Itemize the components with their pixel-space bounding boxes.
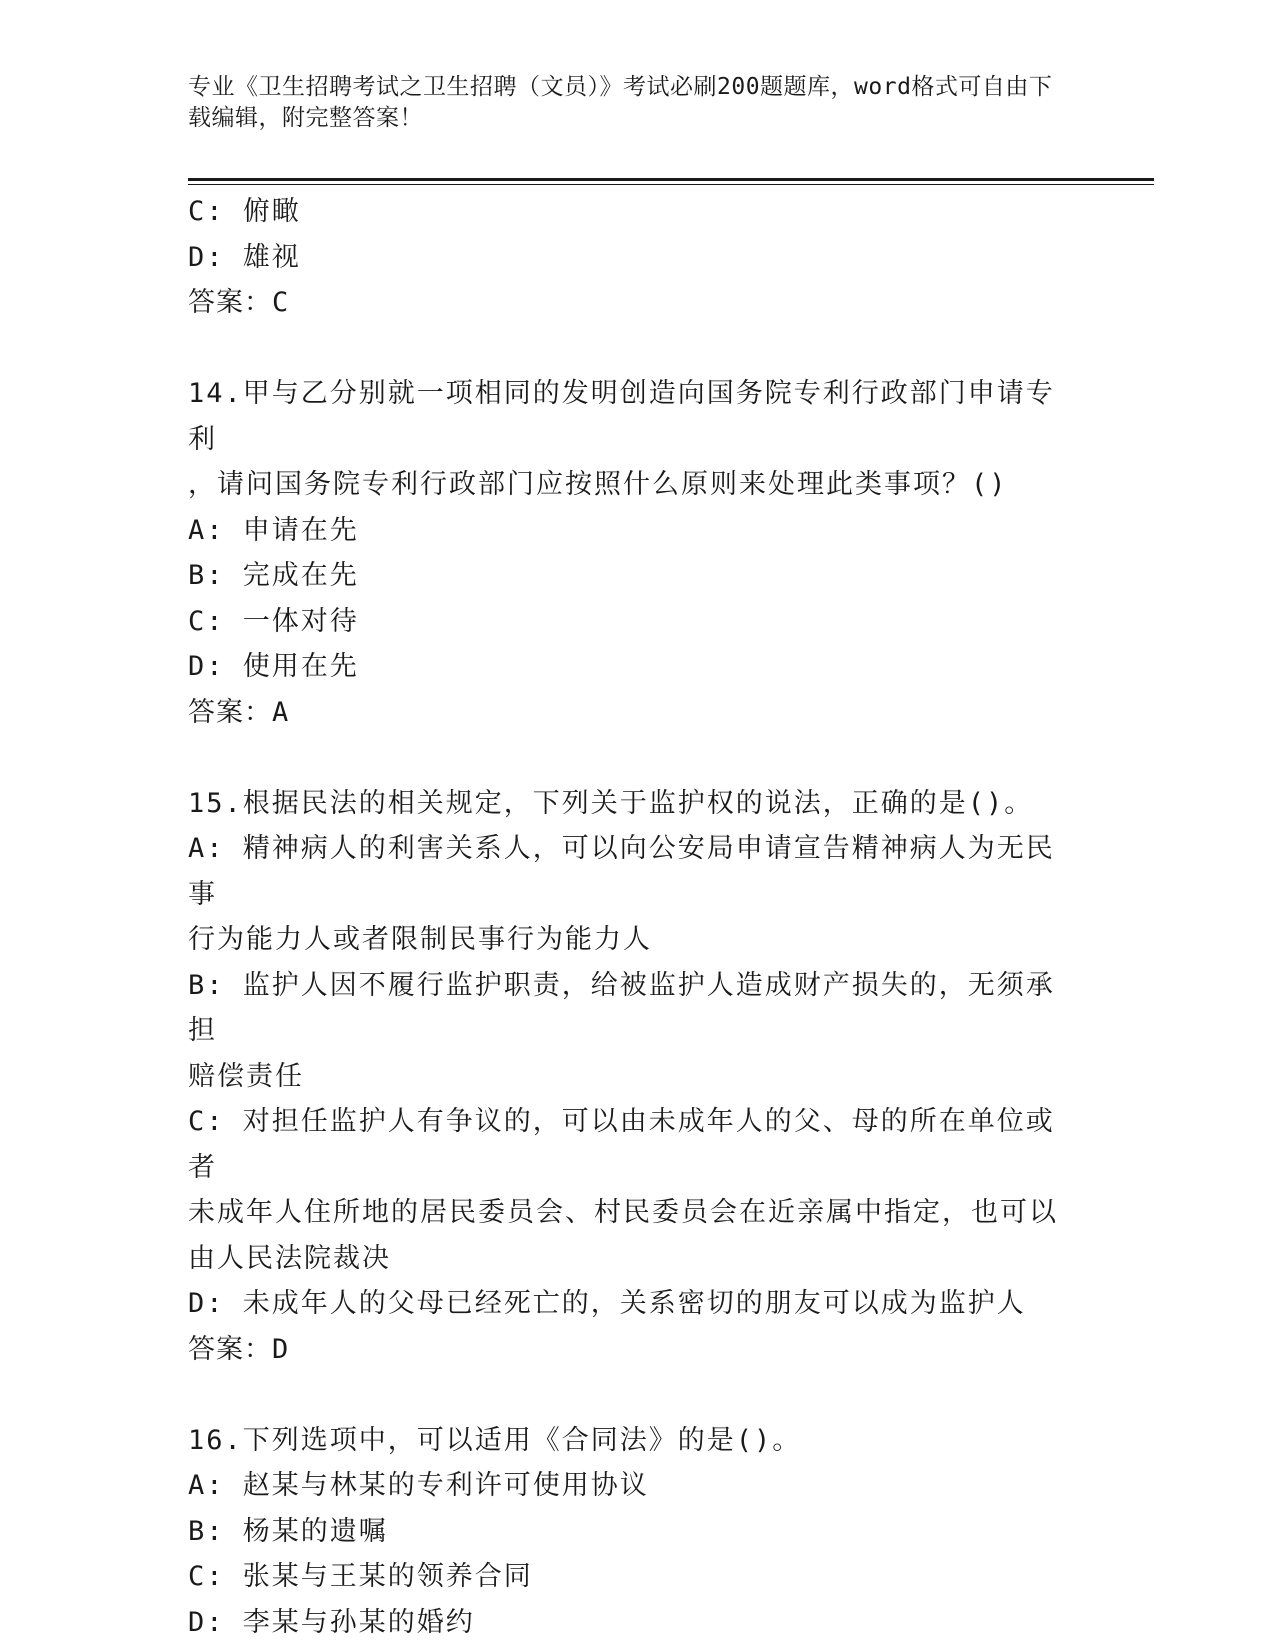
option-c: C: 俯瞰 xyxy=(188,196,301,227)
option-c: C: 张某与王某的领养合同 xyxy=(188,1561,533,1592)
question-16 xyxy=(188,1418,1068,1646)
header-rule-thin xyxy=(188,184,1154,185)
option-a-continued: 行为能力人或者限制民事行为能力人 xyxy=(188,924,652,955)
question-14 xyxy=(188,371,1068,735)
spacer xyxy=(188,735,1068,781)
question-stem: 15.根据民法的相关规定，下列关于监护权的说法，正确的是()。 xyxy=(188,787,1034,819)
answer-label: 答案：D xyxy=(188,1333,290,1365)
option-c: C: 一体对待 xyxy=(188,605,359,637)
question-stem: 16.下列选项中，可以适用《合同法》的是()。 xyxy=(188,1424,802,1456)
option-a: A: 申请在先 xyxy=(188,514,359,546)
answer-label: 答案：C xyxy=(188,287,290,318)
question-13-tail xyxy=(188,189,1068,326)
option-b: B: 完成在先 xyxy=(188,560,359,591)
option-d: D: 雄视 xyxy=(188,241,301,273)
option-d: D: 李某与孙某的婚约 xyxy=(188,1606,475,1638)
answer-label: 答案：A xyxy=(188,696,290,728)
header-divider xyxy=(188,178,1154,185)
spacer xyxy=(188,1372,1068,1418)
spacer xyxy=(188,326,1068,372)
option-b-continued: 赔偿责任 xyxy=(188,1060,304,1092)
option-d: D: 未成年人的父母已经死亡的，关系密切的朋友可以成为监护人 xyxy=(188,1288,1026,1319)
option-a: A: 赵某与林某的专利许可使用协议 xyxy=(188,1470,649,1501)
option-c-continued: 由人民法院裁决 xyxy=(188,1242,391,1274)
option-b: B: 杨某的遗嘱 xyxy=(188,1515,388,1547)
option-a: A: 精神病人的利害关系人，可以向公安局申请宣告精神病人为无民事 xyxy=(188,833,1055,910)
option-b: B: 监护人因不履行监护职责，给被监护人造成财产损失的，无须承担 xyxy=(188,969,1055,1046)
question-stem: ，请问国务院专利行政部门应按照什么原则来处理此类事项？() xyxy=(188,469,1008,500)
header-rule-thick xyxy=(188,178,1154,181)
document-body xyxy=(188,189,1068,1645)
header-title: 专业《卫生招聘考试之卫生招聘（文员）》考试必刷200题题库，word格式可自由下载编辑，附完整答案！ xyxy=(188,74,1053,131)
option-d: D: 使用在先 xyxy=(188,651,359,682)
question-stem: 14.甲与乙分别就一项相同的发明创造向国务院专利行政部门申请专利 xyxy=(188,378,1055,455)
question-15 xyxy=(188,781,1068,1373)
document-header xyxy=(188,72,1068,134)
option-c-continued: 未成年人住所地的居民委员会、村民委员会在近亲属中指定，也可以 xyxy=(188,1197,1058,1228)
option-c: C: 对担任监护人有争议的，可以由未成年人的父、母的所在单位或者 xyxy=(188,1106,1055,1183)
